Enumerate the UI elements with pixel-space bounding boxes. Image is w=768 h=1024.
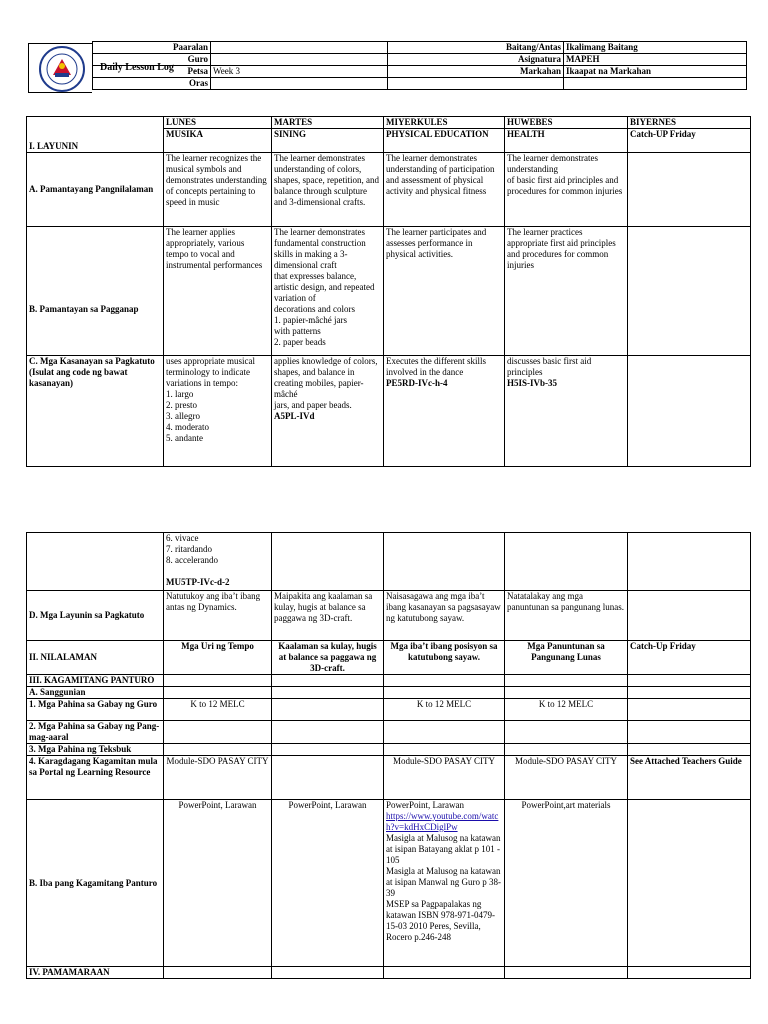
day-label: MARTES — [272, 117, 384, 129]
header-value[interactable]: MAPEH — [564, 54, 747, 66]
cell[interactable] — [272, 756, 384, 800]
cell[interactable]: The learner applies appropriately, various tempo to vocal and instrumental performances — [164, 227, 272, 356]
row-nilalaman — [27, 641, 751, 675]
cell-text: with patterns — [274, 326, 321, 336]
days-row — [27, 117, 751, 129]
header-value[interactable]: Ikalimang Baitang — [564, 42, 747, 54]
header-row — [93, 66, 747, 78]
spacer — [166, 566, 269, 577]
row-teksbuk — [27, 744, 751, 756]
cell[interactable]: Module-SDO PASAY CITY — [505, 756, 628, 800]
row-label: D. Mga Layunin sa Pagkatuto — [27, 591, 164, 641]
row-label: A. Sanggunian — [27, 687, 164, 699]
list-item: 4. moderato — [166, 422, 209, 432]
header-label: Baitang/Antas — [388, 42, 564, 54]
cell[interactable] — [505, 533, 628, 591]
row-iba-pang-kagamitan — [27, 800, 751, 967]
cell-text: of basic first aid principles and procedures for common injuries — [507, 175, 623, 196]
cell[interactable]: Mga Panuntunan sa Pangunang Lunas — [505, 641, 628, 675]
row-gabay-mag-aaral — [27, 721, 751, 744]
row-label: II. NILALAMAN — [27, 641, 164, 675]
header-value[interactable] — [564, 78, 747, 90]
cell[interactable]: Catch-Up Friday — [628, 641, 751, 675]
list-item: 6. vivace — [166, 533, 199, 543]
day-label: BIYERNES — [628, 117, 751, 129]
row-label: B. Pamantayan sa Pagganap — [27, 227, 164, 356]
cell-text: The learner demonstrates fundamental construction skills in making a 3-dimensional craft — [274, 227, 366, 270]
row-label: B. Iba pang Kagamitang Panturo — [27, 800, 164, 967]
seal-icon — [33, 45, 91, 93]
header-value[interactable] — [211, 78, 388, 90]
cell-text: applies knowledge of colors, shapes, and balance in creating mobiles, papier-mâché — [274, 356, 378, 399]
cell-text: decorations and colors — [274, 304, 355, 314]
header-value[interactable]: Week 3 — [211, 66, 388, 78]
row-continuation — [27, 533, 751, 591]
cell[interactable]: K to 12 MELC — [164, 699, 272, 721]
row-label: III. KAGAMITANG PANTURO — [27, 675, 164, 687]
list-item: 5. andante — [166, 433, 203, 443]
row-kagamitang-panturo — [27, 675, 751, 687]
row-layunin-pagkatuto — [27, 591, 751, 641]
list-item: 7. ritardando — [166, 544, 212, 554]
row-label: 2. Mga Pahina sa Gabay ng Pang-mag-aaral — [27, 721, 164, 744]
cell[interactable]: The learner demonstrates understanding of participation and assessment of physical activity and physical fitness — [384, 153, 505, 227]
cell[interactable]: Maipakita ang kaalaman sa kulay, hugis at balance sa paggawa ng 3D-craft. — [272, 591, 384, 641]
cell[interactable] — [628, 591, 751, 641]
cell-text: discusses basic first aid principles — [507, 356, 592, 377]
cell[interactable] — [384, 356, 505, 467]
cell-text: Masigla at Malusog na katawan at isipan Batayang aklat p 101 - 105 — [386, 833, 501, 865]
header-label: Petsa — [93, 66, 211, 78]
row-pamamaraan — [27, 967, 751, 979]
header-label — [388, 78, 564, 90]
cell-text: 1. papier-mâché jars — [274, 315, 348, 325]
cell[interactable] — [628, 533, 751, 591]
row-pamantayan-pagganap — [27, 227, 751, 356]
cell[interactable]: Module-SDO PASAY CITY — [384, 756, 505, 800]
subject-label: Catch-UP Friday — [628, 129, 751, 153]
cell[interactable]: Module-SDO PASAY CITY — [164, 756, 272, 800]
competency-code: A5PL-IVd — [274, 411, 315, 421]
subject-label: MUSIKA — [164, 129, 272, 153]
cell[interactable]: PowerPoint, Larawan — [272, 800, 384, 967]
competency-code: MU5TP-IVc-d-2 — [166, 577, 230, 587]
competency-code: PE5RD-IVc-h-4 — [386, 378, 448, 388]
cell[interactable] — [384, 800, 505, 967]
list-item: 3. allegro — [166, 411, 200, 421]
cell[interactable]: The learner practices appropriate first aid principles and procedures for common injuries — [505, 227, 628, 356]
cell-text: Masigla at Malusog na katawan at isipan Manwal ng Guro p 38-39 — [386, 866, 501, 898]
row-label: 1. Mga Pahina sa Gabay ng Guro — [27, 699, 164, 721]
cell — [27, 533, 164, 591]
cell-text: that expresses balance, artistic design, and repeated variation of — [274, 271, 375, 303]
row-gabay-guro — [27, 699, 751, 721]
cell[interactable]: Mga Uri ng Tempo — [164, 641, 272, 675]
lesson-table-page1 — [26, 116, 751, 467]
cell[interactable] — [628, 800, 751, 967]
cell[interactable]: The learner recognizes the musical symbols and demonstrates understanding of concepts pertaining to speed in music — [164, 153, 272, 227]
cell[interactable]: Naisasagawa ang mga iba’t ibang kasanayan sa pagsasayaw ng katutubong sayaw. — [384, 591, 505, 641]
cell[interactable] — [384, 533, 505, 591]
cell-text: PowerPoint, Larawan — [386, 800, 464, 810]
header-row — [93, 78, 747, 90]
header-table — [92, 41, 747, 90]
cell[interactable]: Natatalakay ang mga panuntunan sa pangunang lunas. — [505, 591, 628, 641]
row-kasanayan — [27, 356, 751, 467]
youtube-link[interactable]: https://www.youtube.com/watch?v=kdHxCDiglPw — [386, 811, 499, 832]
cell-text: Executes the different skills involved in the dance — [386, 356, 487, 377]
list-item: 1. largo — [166, 389, 194, 399]
cell[interactable]: Mga iba’t ibang posisyon sa katutubong sayaw. — [384, 641, 505, 675]
cell[interactable]: Natutukoy ang iba’t ibang antas ng Dynamics. — [164, 591, 272, 641]
cell[interactable]: The learner participates and assesses performance in physical activities. — [384, 227, 505, 356]
row-sanggunian — [27, 687, 751, 699]
row-label: 4. Karagdagang Kagamitan mula sa Portal ng Learning Resource — [27, 756, 164, 800]
row-pamantayang-pangnilalaman — [27, 153, 751, 227]
header-label: Asignatura — [388, 54, 564, 66]
cell[interactable]: K to 12 MELC — [384, 699, 505, 721]
cell[interactable]: Kaalaman sa kulay, hugis at balance sa paggawa ng 3D-craft. — [272, 641, 384, 675]
cell-text: 2. paper beads — [274, 337, 326, 347]
subject-label: SINING — [272, 129, 384, 153]
cell[interactable] — [628, 699, 751, 721]
cell-text: The learner demonstrates understanding — [507, 153, 598, 174]
cell-text: MSEP sa Pagpapalakas ng katawan ISBN 978-971-0479-15-03 2010 Peres, Sevilla, Rocero p.246-248 — [386, 899, 495, 942]
cell[interactable]: PowerPoint, Larawan — [164, 800, 272, 967]
header-row — [93, 54, 747, 66]
day-label: LUNES — [164, 117, 272, 129]
cell[interactable] — [272, 227, 384, 356]
cell-text: jars, and paper beads. — [274, 400, 352, 410]
competency-code: H5IS-IVb-35 — [507, 378, 558, 388]
cell[interactable] — [272, 533, 384, 591]
day-label: MIYERKULES — [384, 117, 505, 129]
row-label: IV. PAMAMARAAN — [27, 967, 164, 979]
cell[interactable] — [164, 533, 272, 591]
cell-text: uses appropriate musical terminology to indicate variations in tempo: — [166, 356, 255, 388]
doc-title: Daily Lesson Log — [100, 62, 174, 73]
cell[interactable]: See Attached Teachers Guide — [628, 756, 751, 800]
header-row — [93, 42, 747, 54]
subject-label: HEALTH — [505, 129, 628, 153]
list-item: 2. presto — [166, 400, 197, 410]
row-label: 3. Mga Pahina ng Teksbuk — [27, 744, 164, 756]
deped-seal — [28, 43, 92, 93]
header-label: Markahan — [388, 66, 564, 78]
subject-label: PHYSICAL EDUCATION — [384, 129, 505, 153]
cell[interactable] — [628, 153, 751, 227]
section-layunin: I. LAYUNIN — [27, 117, 164, 153]
list-item: 8. accelerando — [166, 555, 218, 565]
lesson-table-page2 — [26, 532, 751, 979]
cell[interactable] — [505, 153, 628, 227]
header-label: Oras — [93, 78, 211, 90]
cell[interactable] — [164, 356, 272, 467]
cell[interactable]: K to 12 MELC — [505, 699, 628, 721]
cell[interactable] — [628, 356, 751, 467]
cell[interactable] — [628, 227, 751, 356]
cell[interactable] — [272, 356, 384, 467]
cell[interactable]: The learner demonstrates understanding of colors, shapes, space, repetition, and balance through sculpture and 3-dimensional crafts. — [272, 153, 384, 227]
cell[interactable]: PowerPoint,art materials — [505, 800, 628, 967]
header-label: Paaralan — [93, 42, 211, 54]
day-label: HUWEBES — [505, 117, 628, 129]
row-karagdagang-kagamitan — [27, 756, 751, 800]
header-value[interactable]: Ikaapat na Markahan — [564, 66, 747, 78]
cell[interactable] — [272, 699, 384, 721]
cell[interactable] — [505, 356, 628, 467]
header-value[interactable] — [211, 42, 388, 54]
header-label: Guro — [93, 54, 211, 66]
header-value[interactable] — [211, 54, 388, 66]
row-label: C. Mga Kasanayan sa Pagkatuto (Isulat ang code ng bawat kasanayan) — [27, 356, 164, 467]
row-label: A. Pamantayang Pangnilalaman — [27, 153, 164, 227]
